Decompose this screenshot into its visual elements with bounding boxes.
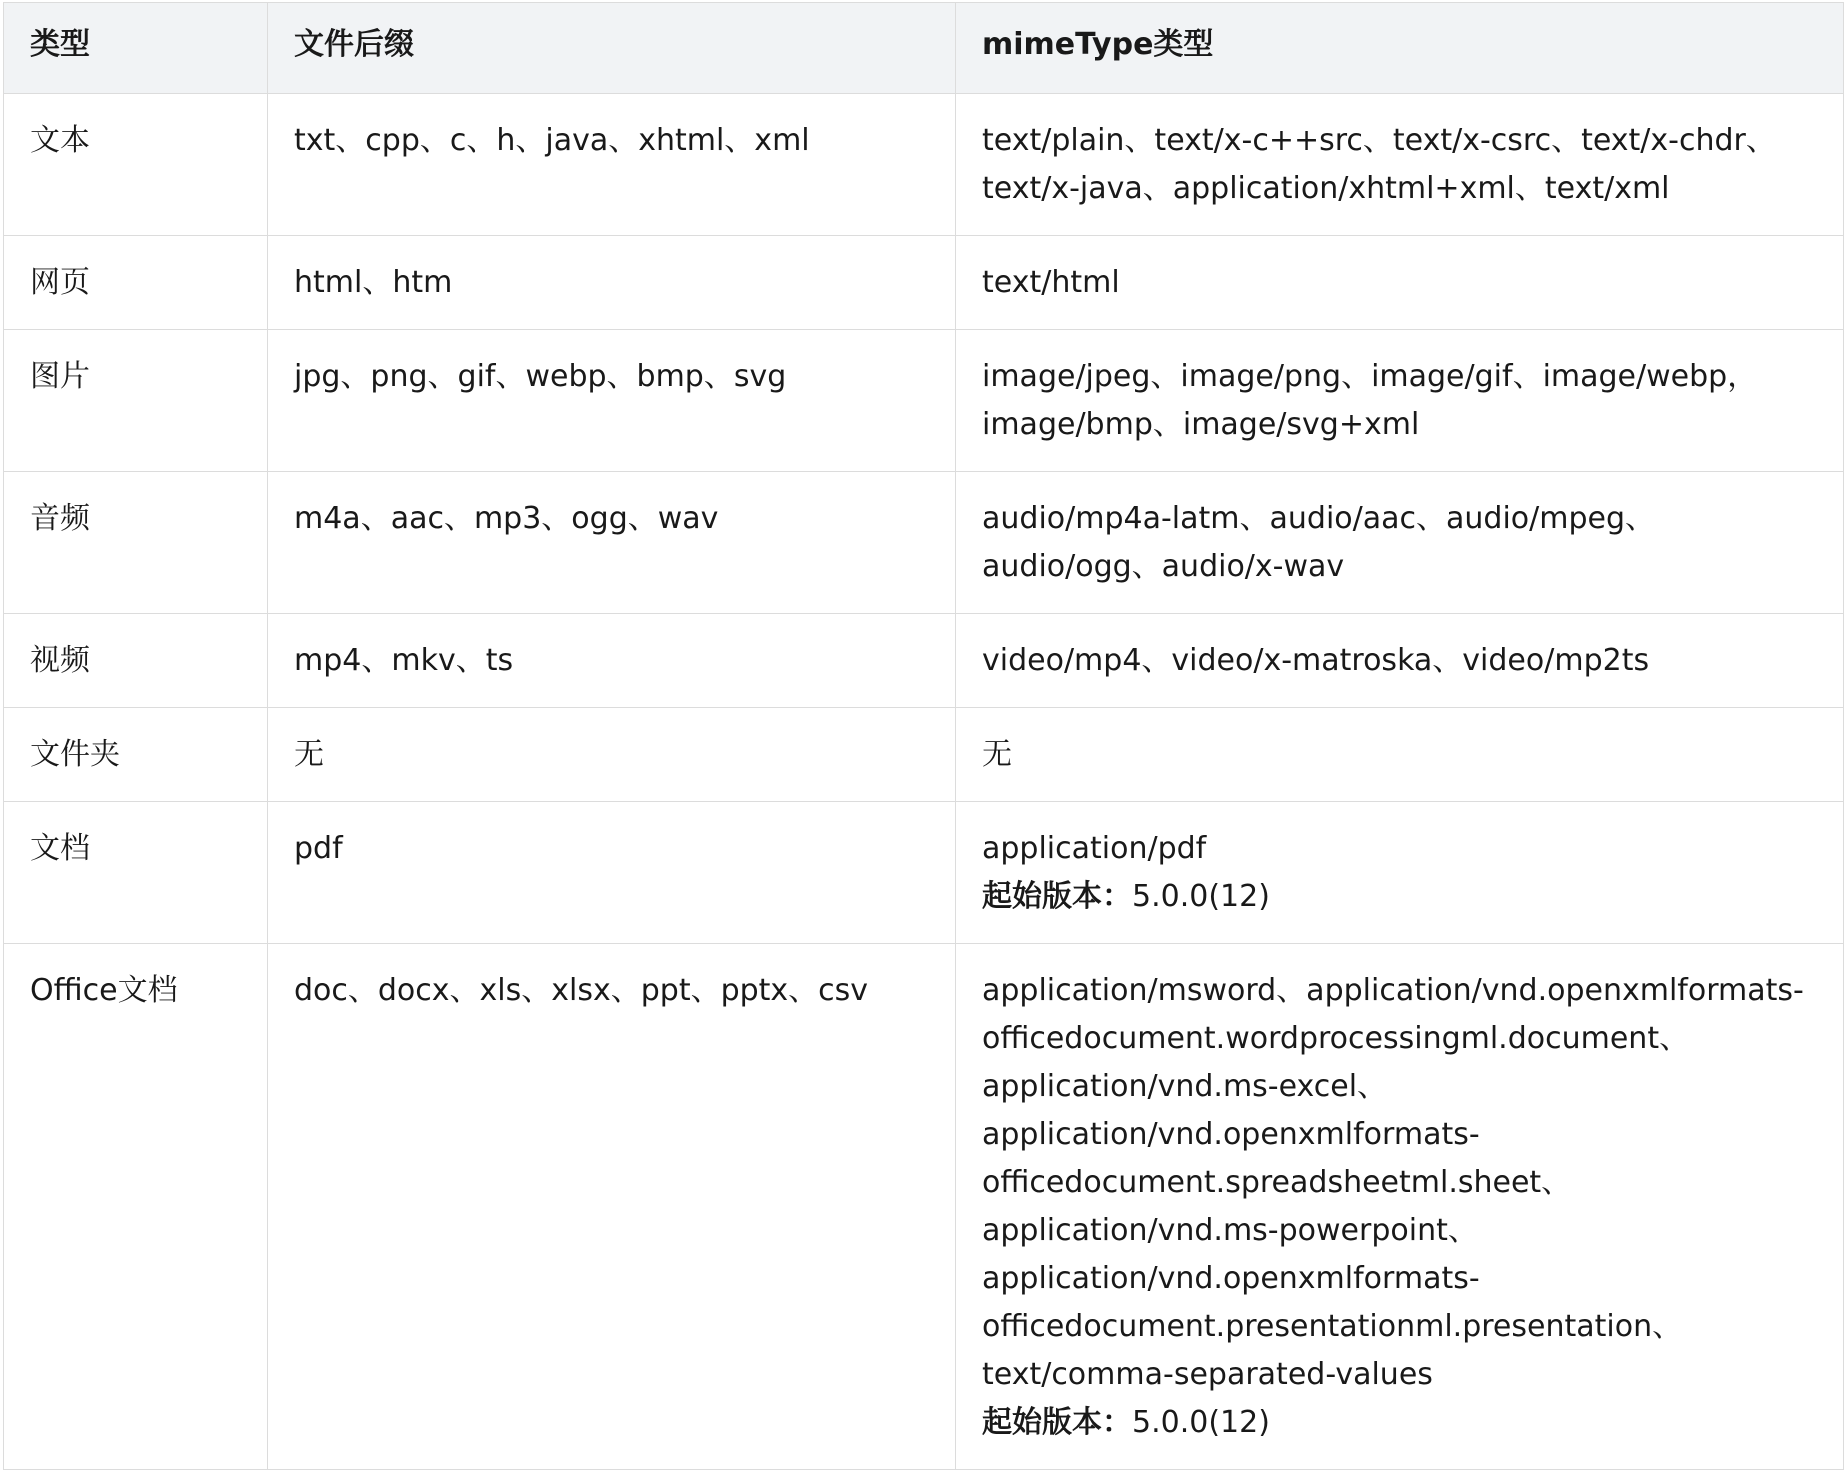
- table-row-image: [4, 330, 1844, 472]
- header-type: 类型: [4, 3, 268, 94]
- cell-suffix: doc、docx、xls、xlsx、ppt、pptx、csv: [268, 944, 956, 1470]
- table-row-audio: [4, 472, 1844, 614]
- table-header: [4, 3, 1844, 94]
- header-suffix: 文件后缀: [268, 3, 956, 94]
- cell-suffix: pdf: [268, 802, 956, 944]
- cell-mime: text/html: [956, 236, 1844, 330]
- mime-value: application/msword、application/vnd.openxmlformats-officedocument.wordprocessingml.document、application/vnd.ms-excel、application/vnd.openxmlformats-officedocument.spreadsheetml.sheet、application/vnd.ms-powerpoint、application/vnd.openxmlformats-officedocument.presentationml.presentation、text/comma-separated-values: [982, 973, 1804, 1392]
- cell-suffix: html、htm: [268, 236, 956, 330]
- cell-type: Office文档: [4, 944, 268, 1470]
- header-mime: mimeType类型: [956, 3, 1844, 94]
- table-body: [4, 94, 1844, 1470]
- cell-type: 视频: [4, 614, 268, 708]
- since-version-value: 5.0.0(12): [1132, 879, 1270, 914]
- mime-value: application/pdf: [982, 831, 1207, 866]
- cell-mime: video/mp4、video/x-matroska、video/mp2ts: [956, 614, 1844, 708]
- since-version-value: 5.0.0(12): [1132, 1405, 1270, 1440]
- mime-type-table-container: [3, 2, 1843, 1470]
- table-row-text: [4, 94, 1844, 236]
- cell-suffix: 无: [268, 708, 956, 802]
- cell-suffix: jpg、png、gif、webp、bmp、svg: [268, 330, 956, 472]
- cell-mime: audio/mp4a-latm、audio/aac、audio/mpeg、audio/ogg、audio/x-wav: [956, 472, 1844, 614]
- header-row: [4, 3, 1844, 94]
- cell-type: 音频: [4, 472, 268, 614]
- since-version-label: 起始版本：: [982, 879, 1132, 914]
- cell-mime: [956, 802, 1844, 944]
- cell-type: 文本: [4, 94, 268, 236]
- cell-type: 图片: [4, 330, 268, 472]
- table-row-folder: [4, 708, 1844, 802]
- table-row-webpage: [4, 236, 1844, 330]
- cell-type: 网页: [4, 236, 268, 330]
- cell-mime: 无: [956, 708, 1844, 802]
- table-row-video: [4, 614, 1844, 708]
- cell-type: 文档: [4, 802, 268, 944]
- since-version: [982, 873, 1819, 921]
- cell-mime: text/plain、text/x-c++src、text/x-csrc、text/x-chdr、text/x-java、application/xhtml+xml、text/xml: [956, 94, 1844, 236]
- cell-suffix: m4a、aac、mp3、ogg、wav: [268, 472, 956, 614]
- mime-type-table: [3, 2, 1844, 1470]
- table-row-document: [4, 802, 1844, 944]
- table-row-office: [4, 944, 1844, 1470]
- cell-mime: image/jpeg、image/png、image/gif、image/webp，image/bmp、image/svg+xml: [956, 330, 1844, 472]
- cell-suffix: txt、cpp、c、h、java、xhtml、xml: [268, 94, 956, 236]
- cell-suffix: mp4、mkv、ts: [268, 614, 956, 708]
- since-version-label: 起始版本：: [982, 1405, 1132, 1440]
- cell-type: 文件夹: [4, 708, 268, 802]
- cell-mime: [956, 944, 1844, 1470]
